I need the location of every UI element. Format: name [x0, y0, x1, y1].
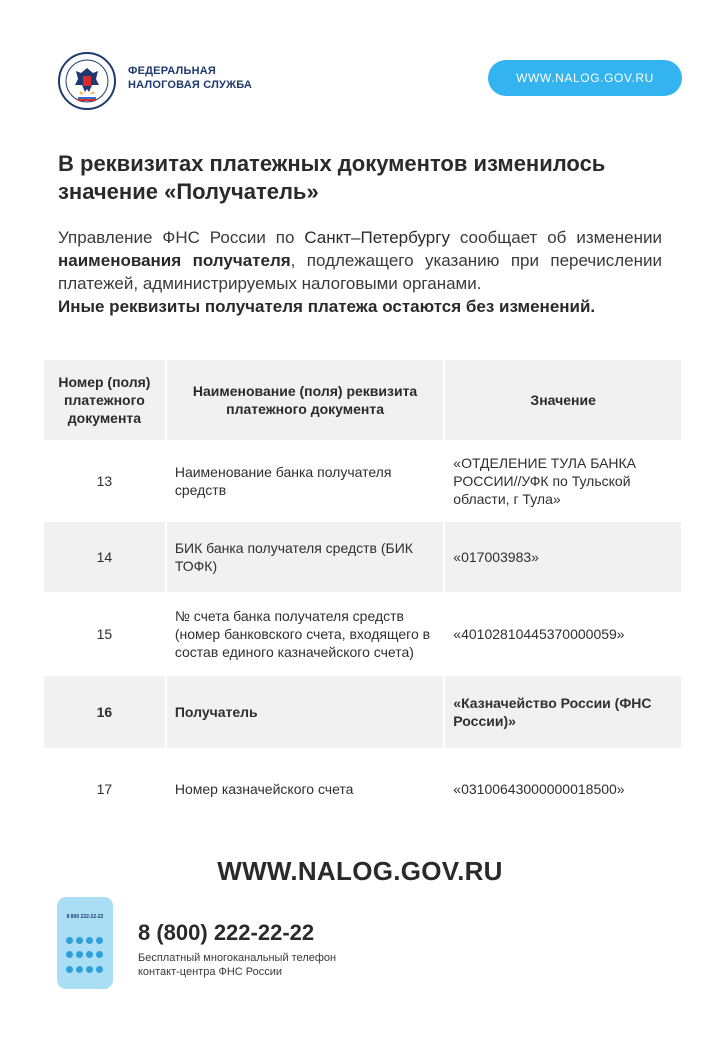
phone-card-number: 8 800 222-22-22	[66, 914, 104, 920]
row-number: 15	[44, 592, 165, 674]
row-field-name: Номер казначейского счета	[165, 748, 443, 828]
row-value: «ОТДЕЛЕНИЕ ТУЛА БАНКА РОССИИ//УФК по Тульской области, г Тула»	[443, 440, 681, 520]
column-header-value: Значение	[443, 360, 681, 440]
phone-keypad-icon	[57, 897, 113, 989]
row-field-name: БИК банка получателя средств (БИК ТОФК)	[165, 520, 443, 592]
row-value: «03100643000000018500»	[443, 748, 681, 828]
row-field-name: № счета банка получателя средств (номер банковского счета, входящего в состав единого казначейского счета)	[165, 592, 443, 674]
table-row	[44, 520, 681, 592]
caption-line2: контакт-центра ФНС России	[138, 966, 283, 978]
table-row	[44, 748, 681, 828]
row-value: «017003983»	[443, 520, 681, 592]
row-field-name: Наименование банка получателя средств	[165, 440, 443, 520]
intro-note: Иные реквизиты получателя платежа остаются без изменений.	[58, 297, 596, 316]
table-row	[44, 440, 681, 520]
intro-city: Санкт–Петербургу	[304, 228, 450, 247]
table-row-highlighted	[44, 674, 681, 748]
hotline-phone-number[interactable]: 8 (800) 222-22-22	[138, 920, 315, 945]
row-number: 16	[44, 674, 165, 748]
organization-name	[128, 64, 252, 92]
column-header-name: Наименование (поля) реквизита платежного документа	[165, 360, 443, 440]
row-field-name: Получатель	[165, 674, 443, 748]
intro-text-3: , подлежащего указанию при перечислении платежей, администрируемых налоговыми органами.	[58, 251, 662, 293]
org-name-line2: НАЛОГОВАЯ СЛУЖБА	[128, 79, 253, 91]
intro-text-1: Управление ФНС России по	[58, 228, 305, 247]
row-number: 14	[44, 520, 165, 592]
row-number: 17	[44, 748, 165, 828]
column-header-number: Номер (поля) платежного документа	[44, 360, 165, 440]
fns-emblem-icon	[58, 52, 116, 110]
header	[58, 50, 682, 106]
table-header-row	[44, 360, 681, 440]
org-name-line1: ФЕДЕРАЛЬНАЯ	[128, 65, 216, 77]
intro-bold-phrase: наименования получателя	[58, 251, 291, 270]
row-number: 13	[44, 440, 165, 520]
row-value: «Казначейство России (ФНС России)»	[443, 674, 681, 748]
requisites-table	[44, 360, 681, 828]
caption-line1: Бесплатный многоканальный телефон	[138, 952, 337, 964]
website-button[interactable]: WWW.NALOG.GOV.RU	[488, 60, 682, 96]
row-value: «40102810445370000059»	[443, 592, 681, 674]
intro-text-2: сообщает об изменении	[449, 228, 662, 247]
keypad-dots	[66, 937, 106, 977]
table-row	[44, 592, 681, 674]
page-title: В реквизитах платежных документов изменилось значение «Получатель»	[58, 151, 606, 204]
hotline-caption	[138, 951, 336, 979]
footer-website-link[interactable]: WWW.NALOG.GOV.RU	[217, 856, 503, 886]
intro-paragraph	[58, 226, 662, 318]
